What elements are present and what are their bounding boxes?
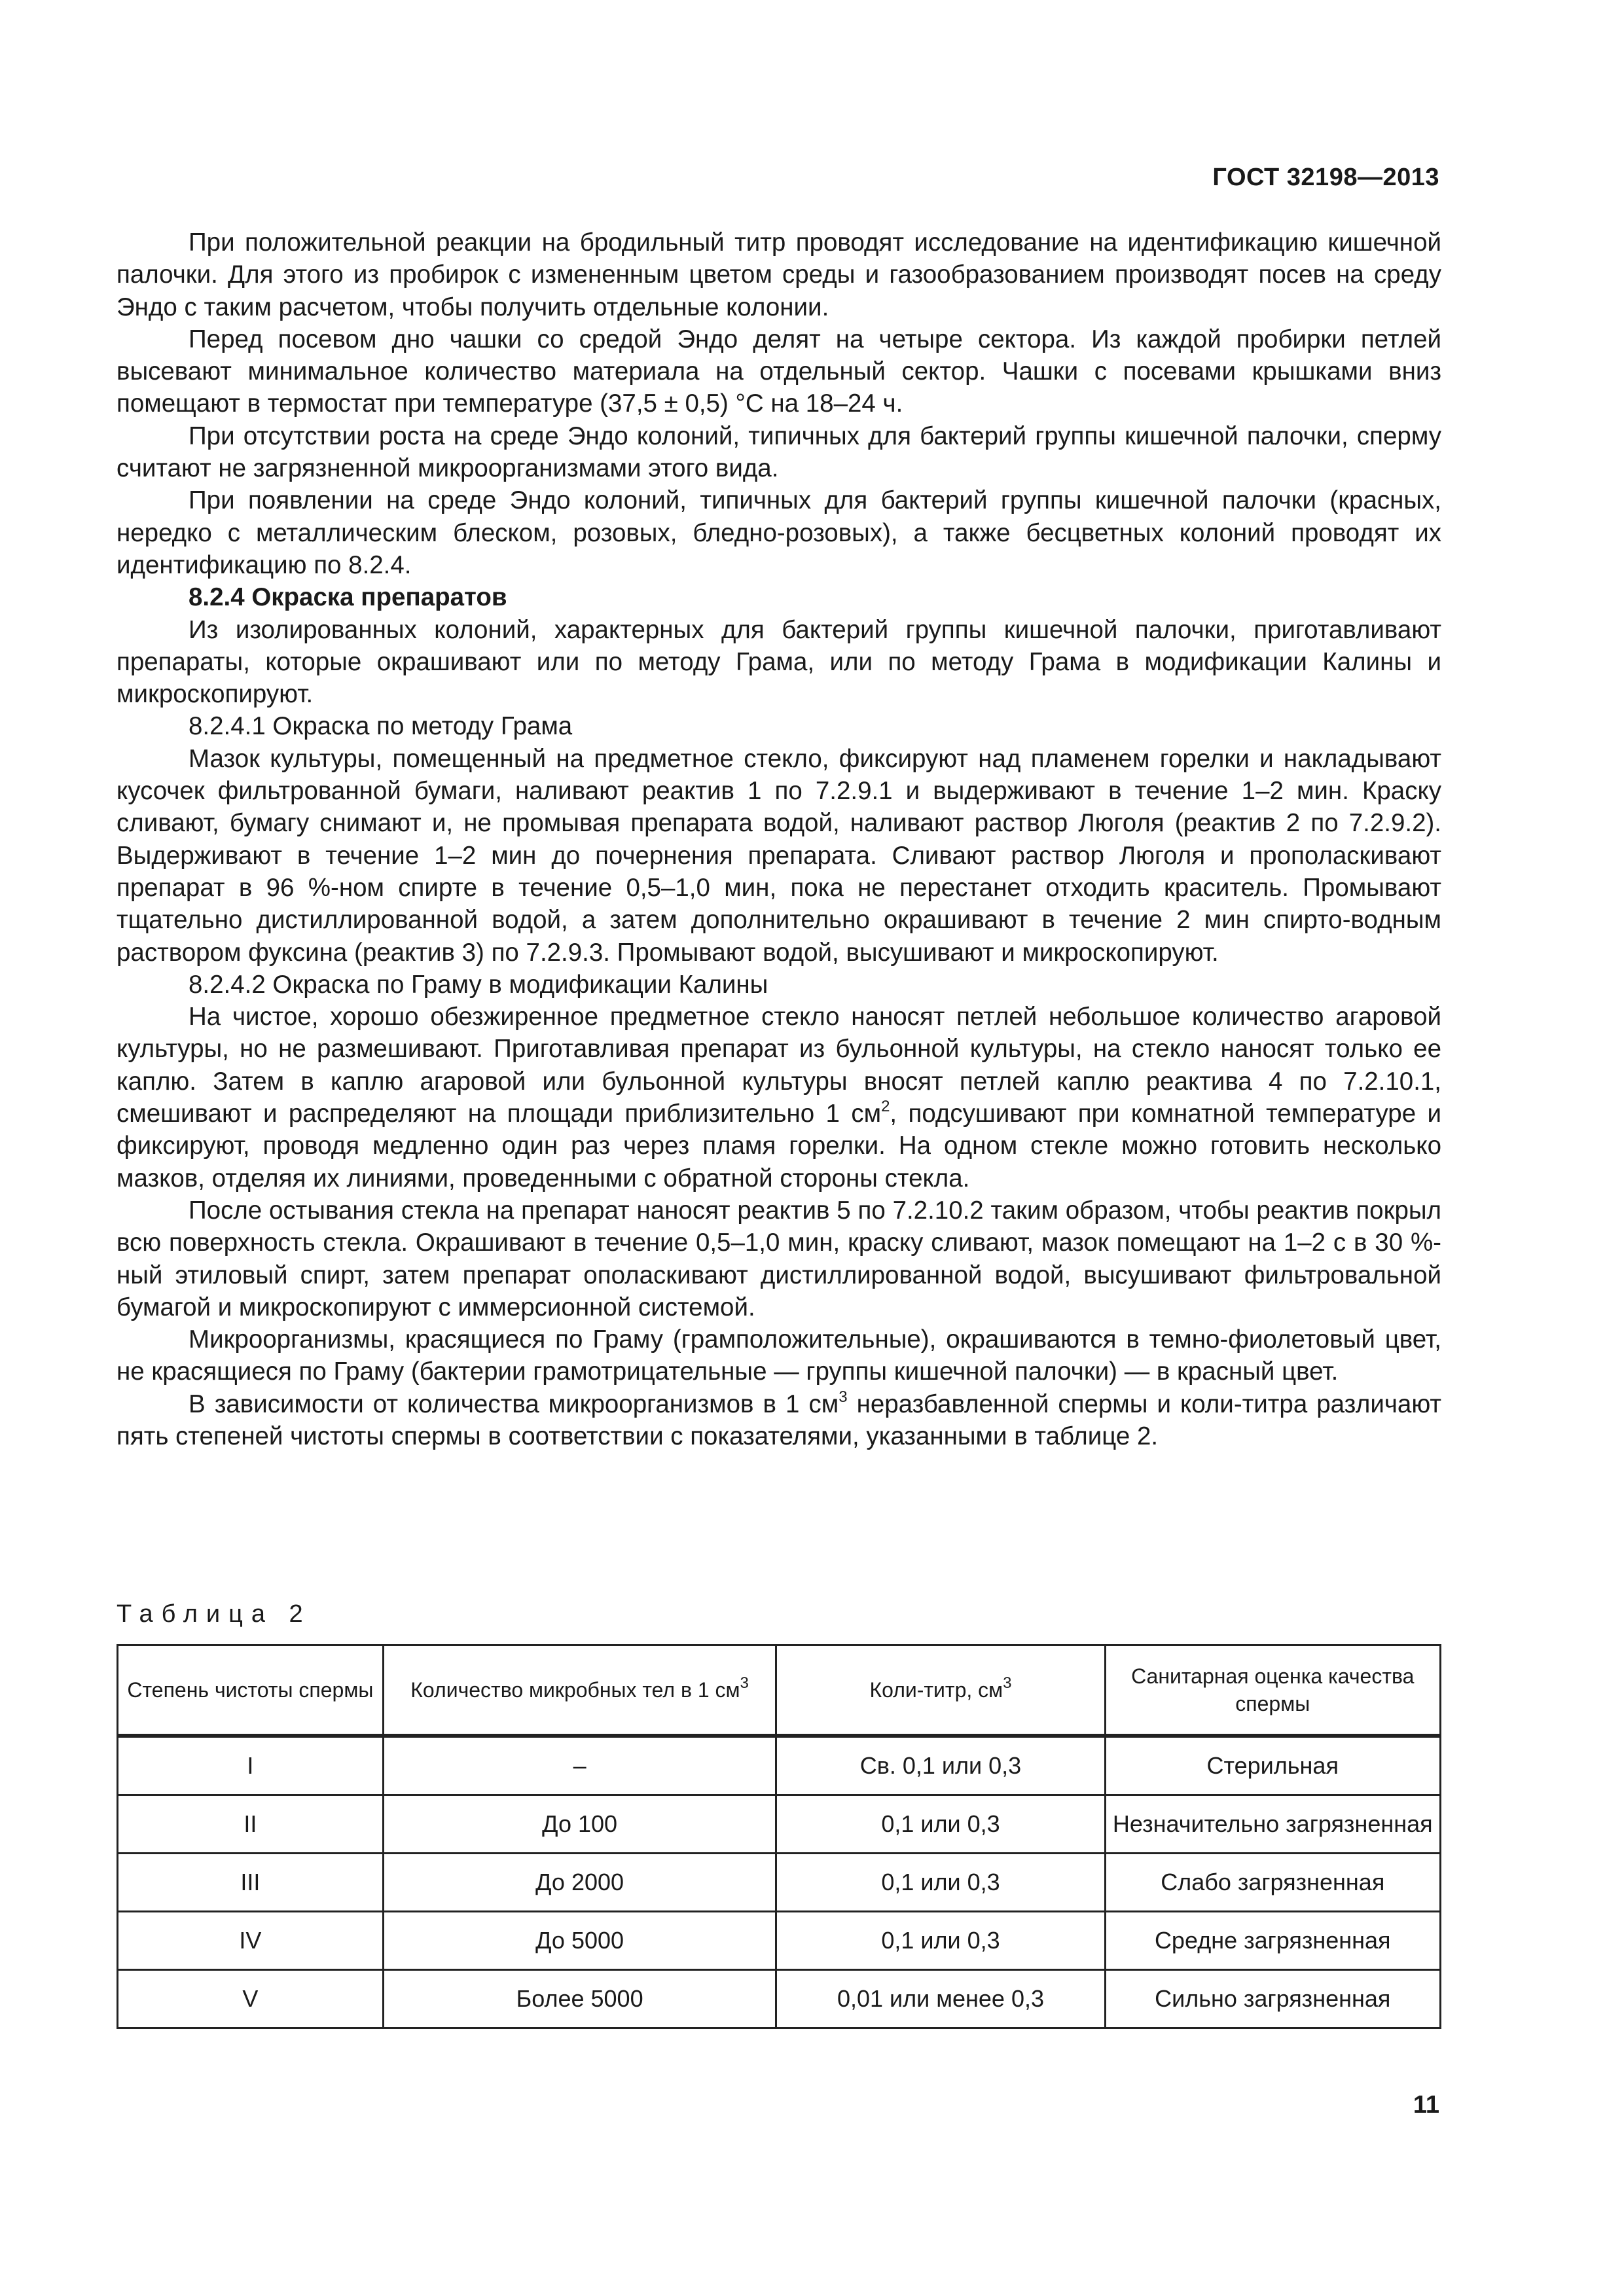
header-text: Санитарная оценка качества спермы	[1131, 1664, 1415, 1715]
table-row	[118, 1912, 1441, 1970]
cell-titer: Св. 0,1 или 0,3	[776, 1736, 1105, 1795]
cell-assessment: Незначительно загрязненная	[1105, 1795, 1440, 1854]
cell-titer: 0,01 или менее 0,3	[776, 1970, 1105, 2028]
cell-count: До 2000	[383, 1854, 776, 1912]
table-caption: Таблица 2	[117, 1600, 312, 1628]
superscript: 3	[740, 1674, 749, 1693]
cell-titer: 0,1 или 0,3	[776, 1854, 1105, 1912]
cell-assessment: Средне загрязненная	[1105, 1912, 1440, 1970]
paragraph-text: неразбавленной спермы и коли-титра различают пять степеней чистоты спермы в соответствии с показателями, указанными в таблице 2.	[117, 1390, 1441, 1450]
paragraph-text: В зависимости от количества микроорганизмов в 1 см	[189, 1390, 839, 1418]
cell-grade: IV	[118, 1912, 384, 1970]
cell-count: Более 5000	[383, 1970, 776, 2028]
header-cell-assessment	[1105, 1645, 1440, 1736]
table-row	[118, 1970, 1441, 2028]
paragraph: После остывания стекла на препарат наносят реактив 5 по 7.2.10.2 таким образом, чтобы реактив покрыл всю поверхность стекла. Окрашивают в течение 0,5–1,0 мин, краску сливают, мазок помещают на 1–2 с в 30 %-ный этиловый спирт, затем препарат ополаскивают дистиллированной водой, высушивают фильтровальной бумагой и микроскопируют с иммерсионной системой.	[117, 1196, 1441, 1321]
subsection-heading-8-2-4-2: 8.2.4.2 Окраска по Граму в модификации Калины	[189, 970, 768, 999]
document-header: ГОСТ 32198—2013	[1212, 164, 1439, 191]
cell-count: До 100	[383, 1795, 776, 1854]
header-text: Степень чистоты спермы	[127, 1678, 374, 1702]
superscript: 3	[839, 1388, 848, 1406]
section-heading-8-2-4: 8.2.4 Окраска препаратов	[189, 583, 507, 612]
purity-table	[117, 1644, 1441, 2029]
paragraph	[117, 1001, 1441, 1194]
paragraph: Перед посевом дно чашки со средой Эндо делят на четыре сектора. Из каждой пробирки петлей высевают минимальное количество материала на отдельный сектор. Чашки с посевами крышками вниз помещают в термостат при температуре (37,5 ± 0,5) °С на 18–24 ч.	[117, 325, 1441, 418]
cell-count: –	[383, 1736, 776, 1795]
page-number: 11	[1413, 2091, 1439, 2119]
cell-count: До 5000	[383, 1912, 776, 1970]
paragraph: Микроорганизмы, красящиеся по Граму (грамположительные), окрашиваются в темно-фиолетовый цвет, не красящиеся по Граму (бактерии грамотрицательные — группы кишечной палочки) — в красный цвет.	[117, 1325, 1441, 1386]
paragraph-text: На чистое, хорошо обезжиренное предметное стекло наносят петлей небольшое количество агаровой культуры, но не размешивают. Приготавливая препарат из бульонной культуры, на стекло наносят только ее каплю. Затем в каплю агаровой или бульонной культуры вносят петлей каплю реактива 4 по 7.2.10.1, смешивают и распределяют на площади приблизительно 1 см	[117, 1003, 1441, 1128]
paragraph: При появлении на среде Эндо колоний, типичных для бактерий группы кишечной палочки (красных, нередко с металлическим блеском, розовых, бледно-розовых), а также бесцветных колоний проводят их идентификацию по 8.2.4.	[117, 486, 1441, 579]
subsection-heading-8-2-4-1: 8.2.4.1 Окраска по методу Грама	[189, 712, 573, 741]
superscript: 3	[1003, 1674, 1012, 1693]
cell-titer: 0,1 или 0,3	[776, 1912, 1105, 1970]
header-text: Количество микробных тел в 1 см	[410, 1678, 740, 1702]
superscript: 2	[881, 1098, 890, 1116]
paragraph-text: , подсушивают при комнатной температуре и фиксируют, проводя медленно один раз через пламя горелки. На одном стекле можно готовить несколько мазков, отделяя их линиями, проведенными с обратной стороны стекла.	[117, 1100, 1441, 1193]
cell-grade: V	[118, 1970, 384, 2028]
header-cell-titer	[776, 1645, 1105, 1736]
cell-grade: I	[118, 1736, 384, 1795]
header-text: Коли-титр, см	[869, 1678, 1003, 1702]
table-row	[118, 1854, 1441, 1912]
body-text	[117, 226, 1441, 1452]
paragraph: При положительной реакции на бродильный титр проводят исследование на идентификацию кишечной палочки. Для этого из пробирок с измененным цветом среды и газообразованием производят посев на среду Эндо с таким расчетом, чтобы получить отдельные колонии.	[117, 228, 1441, 321]
table-row	[118, 1736, 1441, 1795]
table-row	[118, 1795, 1441, 1854]
header-cell-count	[383, 1645, 776, 1736]
cell-assessment: Сильно загрязненная	[1105, 1970, 1440, 2028]
cell-grade: II	[118, 1795, 384, 1854]
cell-assessment: Слабо загрязненная	[1105, 1854, 1440, 1912]
cell-assessment: Стерильная	[1105, 1736, 1440, 1795]
paragraph: Из изолированных колоний, характерных для бактерий группы кишечной палочки, приготавливают препараты, которые окрашивают или по методу Грама, или по методу Грама в модификации Калины и микроскопируют.	[117, 615, 1441, 709]
table-header-row	[118, 1645, 1441, 1736]
paragraph: При отсутствии роста на среде Эндо колоний, типичных для бактерий группы кишечной палочки, сперму считают не загрязненной микроорганизмами этого вида.	[117, 422, 1441, 483]
paragraph: Мазок культуры, помещенный на предметное стекло, фиксируют над пламенем горелки и накладывают кусочек фильтрованной бумаги, наливают реактив 1 по 7.2.9.1 и выдерживают в течение 1–2 мин. Краску сливают, бумагу снимают и, не промывая препарата водой, наливают раствор Люголя (реактив 2 по 7.2.9.2). Выдерживают в течение 1–2 мин до почернения препарата. Сливают раствор Люголя и прополаскивают препарат в 96 %-ном спирте в течение 0,5–1,0 мин, пока не перестанет отходить краситель. Промывают тщательно дистиллированной водой, а затем дополнительно окрашивают в течение 2 мин спирто-водным раствором фуксина (реактив 3) по 7.2.9.3. Промывают водой, высушивают и микроскопируют.	[117, 744, 1441, 967]
paragraph	[117, 1388, 1441, 1453]
header-cell-grade	[118, 1645, 384, 1736]
cell-titer: 0,1 или 0,3	[776, 1795, 1105, 1854]
cell-grade: III	[118, 1854, 384, 1912]
